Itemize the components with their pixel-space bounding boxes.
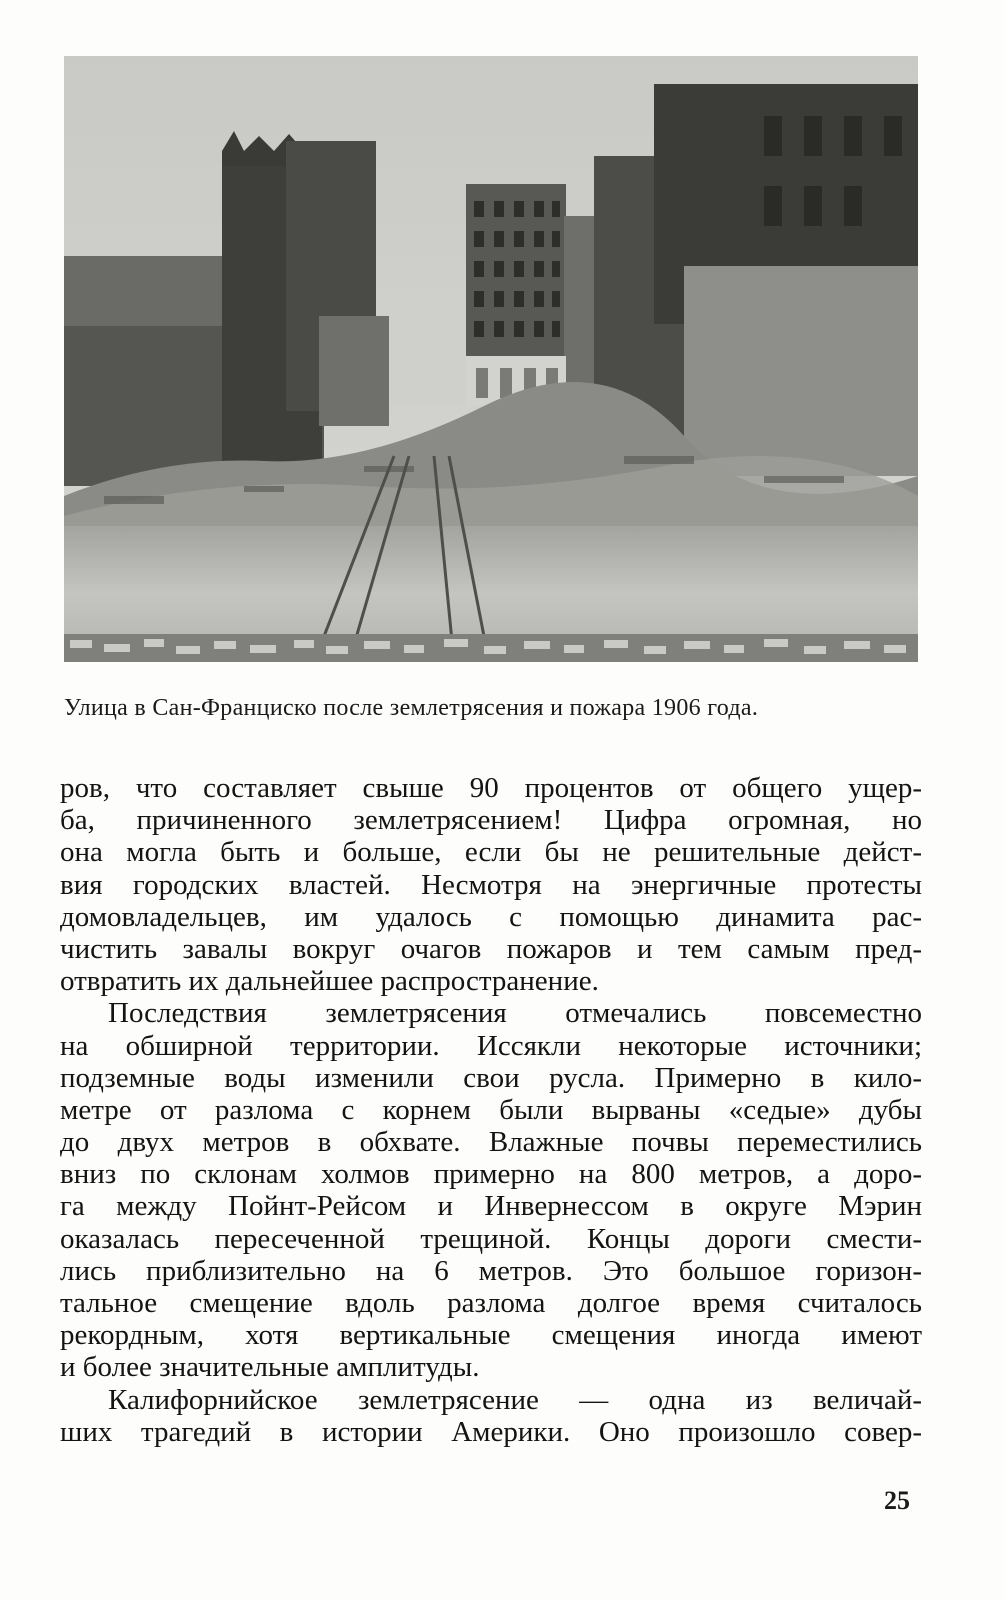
text-line: на обширной территории. Иссякли некоторые источники;	[60, 1029, 922, 1062]
text-line: ших трагедий в истории Америки. Оно произошло совер-	[60, 1415, 922, 1448]
text-line: домовладельцев, им удалось с помощью динамита рас-	[60, 900, 922, 933]
text-line: метре от разлома с корнем были вырваны «седые» дубы	[60, 1093, 922, 1126]
text-line: Последствия землетрясения отмечались повсеместно	[108, 997, 922, 1030]
text-line: до двух метров в обхвате. Влажные почвы переместились	[60, 1126, 922, 1159]
text-line: тальное смещение вдоль разлома долгое время считалось	[60, 1287, 922, 1319]
text-line: рекордным, хотя вертикальные смещения иногда имеют	[60, 1319, 922, 1352]
earthquake-street-photo	[64, 56, 918, 662]
text-line: ров, что составляет свыше 90 процентов от общего ущер-	[60, 772, 922, 804]
main-text	[60, 772, 922, 1448]
text-line: вия городских властей. Несмотря на энергичные протесты	[60, 868, 922, 901]
figure-caption: Улица в Сан-Франциско после землетрясения и пожара 1906 года.	[64, 695, 759, 721]
text-line: подземные воды изменили свои русла. Примерно в кило-	[60, 1061, 922, 1094]
text-line: лись приблизительно на 6 метров. Это большое горизон-	[60, 1254, 922, 1287]
page-number: 25	[884, 1486, 910, 1515]
text-line: вниз по склонам холмов примерно на 800 метров, а доро-	[60, 1158, 922, 1191]
text-line: Калифорнийское землетрясение — одна из величай-	[108, 1383, 922, 1416]
text-line: оказалась пересеченной трещиной. Концы дороги смести-	[60, 1222, 922, 1255]
text-line: чистить завалы вокруг очагов пожаров и тем самым пред-	[60, 932, 922, 965]
text-line: она могла быть и больше, если бы не решительные дейст-	[60, 836, 922, 869]
text-line: га между Пойнт-Рейсом и Инвернессом в округе Мэрин	[60, 1190, 922, 1223]
text-line: и более значительные амплитуды.	[60, 1351, 480, 1384]
text-line: отвратить их дальнейшее распространение.	[60, 965, 599, 998]
text-line: ба, причиненного землетрясением! Цифра огромная, но	[60, 804, 922, 837]
